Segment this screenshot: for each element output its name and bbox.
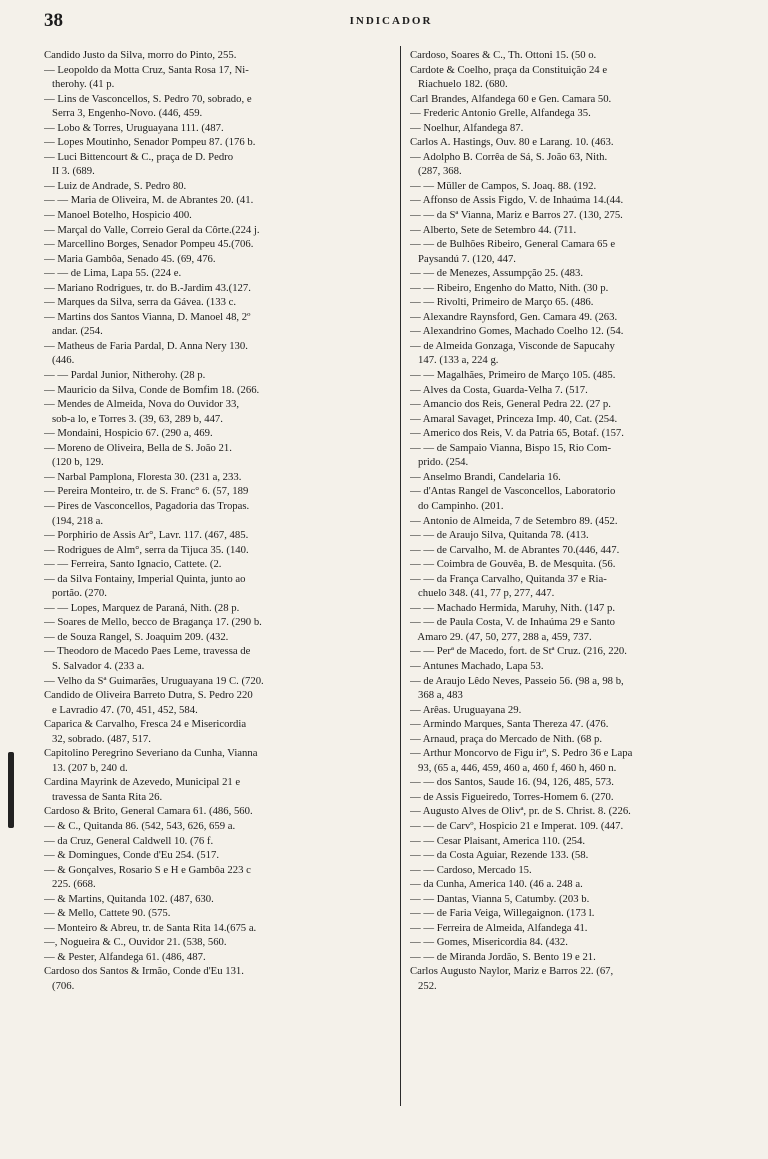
directory-entry-line: —, Nogueira & C., Ouvidor 21. (538, 560. <box>44 936 227 949</box>
directory-entry-line: — — de Carvalho, M. de Abrantes 70.(446, 447. <box>410 543 620 556</box>
directory-entry-line: sob-a lo, e Torres 3. (39, 63, 289 b, 447. <box>44 412 223 425</box>
directory-entry-line: — — de Araujo Silva, Quitanda 78. (413. <box>410 529 589 542</box>
directory-entry-line: — Luiz de Andrade, S. Pedro 80. <box>44 179 187 192</box>
directory-entry-line: — de Souza Rangel, S. Joaquim 209. (432. <box>44 630 229 643</box>
directory-entry-line: Carl Brandes, Alfandega 60 e Gen. Camara 50. <box>410 92 612 105</box>
directory-entry-line: 13. (207 b, 240 d. <box>44 761 128 774</box>
page-number: 38 <box>44 10 63 31</box>
directory-entry-line: — Soares de Mello, becco de Bragança 17. (290 b. <box>44 616 262 629</box>
directory-entry-line: Amaro 29. (47, 50, 277, 288 a, 459, 737. <box>410 630 592 643</box>
directory-entry-line: — Antonio de Almeida, 7 de Setembro 89. (452. <box>410 514 618 527</box>
directory-entry-line: travessa de Santa Rita 26. <box>44 790 163 803</box>
directory-entry-line: — da Cunha, America 140. (46 a. 248 a. <box>410 878 583 891</box>
directory-entry-line: — — Pardal Junior, Nitherohy. (28 p. <box>44 369 206 382</box>
directory-entry-line: — — Gomes, Misericordia 84. (432. <box>410 936 568 949</box>
directory-entry-line: — Monteiro & Abreu, tr. de Santa Rita 14.(675 a. <box>44 921 257 934</box>
directory-entry-line: Cardote & Coelho, praça da Constituição 24 e <box>410 63 608 76</box>
directory-entry-line: — Marcellino Borges, Senador Pompeu 45.(706. <box>44 238 254 251</box>
directory-entry-line: — Velho da Sª Guimarães, Uruguayana 19 C. (720. <box>44 674 264 687</box>
directory-entry-line: — — de Menezes, Assumpção 25. (483. <box>410 267 584 280</box>
directory-entry-line: 147. (133 a, 224 g. <box>410 354 499 367</box>
directory-entry-line: — da Cruz, General Caldwell 10. (76 f. <box>44 834 214 847</box>
directory-entry-line: — Noelhur, Alfandega 87. <box>410 121 524 134</box>
directory-entry-line: — & Domingues, Conde d'Eu 254. (517. <box>44 849 219 862</box>
directory-entry-line: — Arthur Moncorvo de Figu irº, S. Pedro 36 e Lapa <box>410 747 633 760</box>
directory-entry-line: (287, 368. <box>410 165 462 178</box>
directory-entry-line: — & Martins, Quitanda 102. (487, 630. <box>44 892 214 905</box>
column-divider <box>400 46 401 1106</box>
directory-entry-line: — Marques da Silva, serra da Gávea. (133 c. <box>44 296 237 309</box>
directory-entry-line: therohy. (41 p. <box>44 78 115 91</box>
directory-entry-line: — de Assis Figueiredo, Torres-Homem 6. (270. <box>410 790 614 803</box>
directory-entry-line: — — de Paula Costa, V. de Inhaúma 29 e Santo <box>410 616 616 629</box>
directory-entry-line: (706. <box>44 980 75 992</box>
running-title: INDICADOR <box>349 15 433 27</box>
directory-entry-line: — Lobo & Torres, Uruguayana 111. (487. <box>44 121 224 134</box>
directory-entry-line: — da Silva Fontainy, Imperial Quinta, junto ao <box>44 572 246 585</box>
directory-entry-line: — Lins de Vasconcellos, S. Pedro 70, sobrado, e <box>44 92 252 105</box>
directory-entry-line: — Mondaini, Hospicio 67. (290 a, 469. <box>44 427 213 440</box>
directory-entry-line: — Arêas. Uruguayana 29. <box>410 703 522 716</box>
directory-entry-line: — Lopes Moutinho, Senador Pompeu 87. (176 b. <box>44 136 256 149</box>
directory-entry-line: e Lavradio 47. (70, 451, 452, 584. <box>44 703 198 716</box>
directory-entry-line: — — Perª de Macedo, fort. de Stª Cruz. (216, 220. <box>410 645 627 658</box>
directory-entry-line: — & Pester, Alfandega 61. (486, 487. <box>44 950 206 963</box>
directory-entry-line: — Mariano Rodrigues, tr. do B.-Jardim 43.(127. <box>44 281 251 294</box>
directory-entry-line: — Luci Bittencourt & C., praça de D. Pedro <box>44 150 234 163</box>
directory-entry-line: — Alberto, Sete de Setembro 44. (711. <box>410 223 577 236</box>
directory-entry-line: Cardina Mayrink de Azevedo, Municipal 21 e <box>44 776 241 789</box>
directory-entry-line: — — Dantas, Vianna 5, Catumby. (203 b. <box>410 892 590 905</box>
directory-entry-line: — Narbal Pamplona, Floresta 30. (231 a, 233. <box>44 470 242 483</box>
directory-entry-line: — Moreno de Oliveira, Bella de S. João 21. <box>44 441 232 454</box>
directory-entry-line: — Arnaud, praça do Mercado de Nith. (68 p. <box>410 732 603 745</box>
directory-entry-line: — Matheus de Faria Pardal, D. Anna Nery 130. <box>44 339 248 352</box>
directory-entry-line: — Theodoro de Macedo Paes Leme, travessa de <box>44 645 251 658</box>
binding-mark <box>8 752 14 828</box>
directory-entry-line: — — Cardoso, Mercado 15. <box>410 863 532 876</box>
directory-entry-line: andar. (254. <box>44 325 103 338</box>
left-column <box>44 48 390 994</box>
directory-entry-line: — — Machado Hermida, Maruhy, Nith. (147 p. <box>410 601 615 614</box>
directory-entry-line: — — Ferreira, Santo Ignacio, Cattete. (2. <box>44 558 222 571</box>
directory-entry-line: 32, sobrado. (487, 517. <box>44 732 151 745</box>
directory-entry-line: — de Araujo Lêdo Neves, Passeio 56. (98 a, 98 b, <box>410 674 624 687</box>
directory-entry-line: — Americo dos Reis, V. da Patria 65, Botaf. (157. <box>410 427 624 440</box>
directory-entry-line: — Rodrigues de Alm°, serra da Tijuca 35. (140. <box>44 543 249 556</box>
directory-entry-line: — — Coimbra de Gouvêa, B. de Mesquita. (56. <box>410 558 616 571</box>
directory-entry-line: Cardoso & Brito, General Camara 61. (486, 560. <box>44 805 253 818</box>
directory-entry-line: — — de Bulhões Ribeiro, General Camara 65 e <box>410 238 616 251</box>
directory-entry-line: (194, 218 a. <box>44 514 104 527</box>
directory-entry-line: — d'Antas Rangel de Vasconcellos, Laboratorio <box>410 485 616 498</box>
directory-entry-line: — Porphirio de Assis Ar°, Lavr. 117. (467, 485. <box>44 529 249 542</box>
directory-entry-line: chuelo 348. (41, 77 p, 277, 447. <box>410 587 555 600</box>
directory-entry-line: — Alexandrino Gomes, Machado Coelho 12. (54. <box>410 325 624 338</box>
directory-entry-line: — & Gonçalves, Rosario S e H e Gambôa 223 c <box>44 863 251 876</box>
directory-entry-line: Serra 3, Engenho-Novo. (446, 459. <box>44 107 203 120</box>
directory-entry-line: Cardoso, Soares & C., Th. Ottoni 15. (50 o. <box>410 49 597 61</box>
directory-entry-line: Capitolino Peregrino Severiano da Cunha, Vianna <box>44 747 258 760</box>
directory-entry-line: — Alves da Costa, Guarda-Velha 7. (517. <box>410 383 588 396</box>
directory-entry-line: — — Ribeiro, Engenho do Matto, Nith. (30 p. <box>410 281 609 294</box>
directory-entry-line: — — de Sampaio Vianna, Bispo 15, Rio Com- <box>410 441 612 454</box>
directory-entry-line: — de Almeida Gonzaga, Visconde de Sapucahy <box>410 339 615 352</box>
directory-entry-line: — Pereira Monteiro, tr. de S. Franc° 6. (57, 189 <box>44 485 249 498</box>
directory-entry-line: — Mauricio da Silva, Conde de Bomfim 18. (266. <box>44 383 260 396</box>
directory-entry-line: — — da Costa Aguiar, Rezende 133. (58. <box>410 849 589 862</box>
directory-entry-line: — Mendes de Almeida, Nova do Ouvidor 33, <box>44 398 240 411</box>
directory-entry-line: — Martins dos Santos Vianna, D. Manoel 48, 2º <box>44 310 251 323</box>
directory-entry-line: do Campinho. (201. <box>410 499 504 512</box>
directory-entry-line: — Armindo Marques, Santa Thereza 47. (476. <box>410 718 609 731</box>
directory-entry-line: — Pires de Vasconcellos, Pagadoria das Tropas. <box>44 499 250 512</box>
directory-entry-line: 368 a, 483 <box>410 689 463 702</box>
directory-entry-line: — & Mello, Cattete 90. (575. <box>44 907 171 920</box>
directory-entry-line: — — de Miranda Jordão, S. Bento 19 e 21. <box>410 950 596 963</box>
directory-entry-line: Carlos A. Hastings, Ouv. 80 e Larang. 10. (463. <box>410 136 614 149</box>
directory-entry-line: — — Müller de Campos, S. Joaq. 88. (192. <box>410 179 597 192</box>
directory-entry-line: — — de Faria Veiga, Willegaignon. (173 l. <box>410 907 595 920</box>
directory-entry-line: — Augusto Alves de Olivª, pr. de S. Christ. 8. (226. <box>410 805 631 818</box>
directory-entry-line: — Manoel Botelho, Hospicio 400. <box>44 209 192 222</box>
directory-entry-line: — — Lopes, Marquez de Paraná, Nith. (28 p. <box>44 601 240 614</box>
directory-entry-line: — Anselmo Brandi, Candelaria 16. <box>410 470 561 483</box>
directory-entry-line: — — da Sª Vianna, Mariz e Barros 27. (130, 275. <box>410 209 623 222</box>
directory-entry-line: 93, (65 a, 446, 459, 460 a, 460 f, 460 h, 460 n. <box>410 761 617 774</box>
directory-entry-line: — Maria Gambôa, Senado 45. (69, 476. <box>44 252 216 265</box>
directory-entry-line: — Marçal do Valle, Correio Geral da Côrte.(224 j. <box>44 223 260 236</box>
directory-entry-line: — — Magalhães, Primeiro de Março 105. (485. <box>410 369 616 382</box>
directory-entry-line: (446. <box>44 354 75 367</box>
directory-entry-line: (120 b, 129. <box>44 456 104 469</box>
directory-entry-line: 252. <box>410 980 437 992</box>
directory-entry-line: — Antunes Machado, Lapa 53. <box>410 659 544 672</box>
directory-entry-line: Carlos Augusto Naylor, Mariz e Barros 22. (67, <box>410 965 614 978</box>
directory-entry-line: prido. (254. <box>410 456 469 469</box>
directory-entry-line: Caparica & Carvalho, Fresca 24 e Misericordia <box>44 718 247 731</box>
directory-entry-line: Paysandú 7. (120, 447. <box>410 252 516 265</box>
directory-entry-line: — — de Lima, Lapa 55. (224 e. <box>44 267 182 280</box>
directory-entry-line: — — de Carvº, Hospicio 21 e Imperat. 109. (447. <box>410 819 624 832</box>
directory-entry-line: Riachuelo 182. (680. <box>410 78 508 91</box>
directory-entry-line: — — da França Carvalho, Quitanda 37 e Ria- <box>410 572 607 585</box>
directory-entry-line: — — Ferreira de Almeida, Alfandega 41. <box>410 921 588 934</box>
directory-entry-line: — Frederic Antonio Grelle, Alfandega 35. <box>410 107 591 120</box>
page-header <box>44 10 738 36</box>
directory-entry-line: portão. (270. <box>44 587 107 600</box>
directory-entry-line: — — Maria de Oliveira, M. de Abrantes 20. (41. <box>44 194 254 207</box>
right-column <box>410 48 738 994</box>
directory-entry-line: — Affonso de Assis Figdo, V. de Inhaúma 14.(44. <box>410 194 624 207</box>
directory-entry-line: — Amaral Savaget, Princeza Imp. 40, Cat. (254. <box>410 412 618 425</box>
directory-entry-line: — Adolpho B. Corrêa de Sá, S. João 63, Nith. <box>410 150 608 163</box>
directory-entry-line: Candido de Oliveira Barreto Dutra, S. Pedro 220 <box>44 689 253 702</box>
directory-entry-line: 225. (668. <box>44 878 96 891</box>
directory-entry-line: S. Salvador 4. (233 a. <box>44 659 145 672</box>
directory-entry-line: — Alexandre Raynsford, Gen. Camara 49. (263. <box>410 310 618 323</box>
directory-entry-line: — Amancio dos Reis, General Pedra 22. (27 p. <box>410 398 611 411</box>
directory-entry-line: II 3. (689. <box>44 165 95 178</box>
directory-entry-line: — Leopoldo da Motta Cruz, Santa Rosa 17, Ni- <box>44 63 249 76</box>
directory-entry-line: — — Rivolti, Primeiro de Março 65. (486. <box>410 296 594 309</box>
directory-entry-line: — — Cesar Plaisant, America 110. (254. <box>410 834 586 847</box>
directory-entry-line: — & C., Quitanda 86. (542, 543, 626, 659 a. <box>44 819 236 832</box>
directory-entry-line: Candido Justo da Silva, morro do Pinto, 255. <box>44 49 237 61</box>
directory-entry-line: — — dos Santos, Saude 16. (94, 126, 485, 573. <box>410 776 614 789</box>
directory-entry-line: Cardoso dos Santos & Irmão, Conde d'Eu 131. <box>44 965 244 978</box>
